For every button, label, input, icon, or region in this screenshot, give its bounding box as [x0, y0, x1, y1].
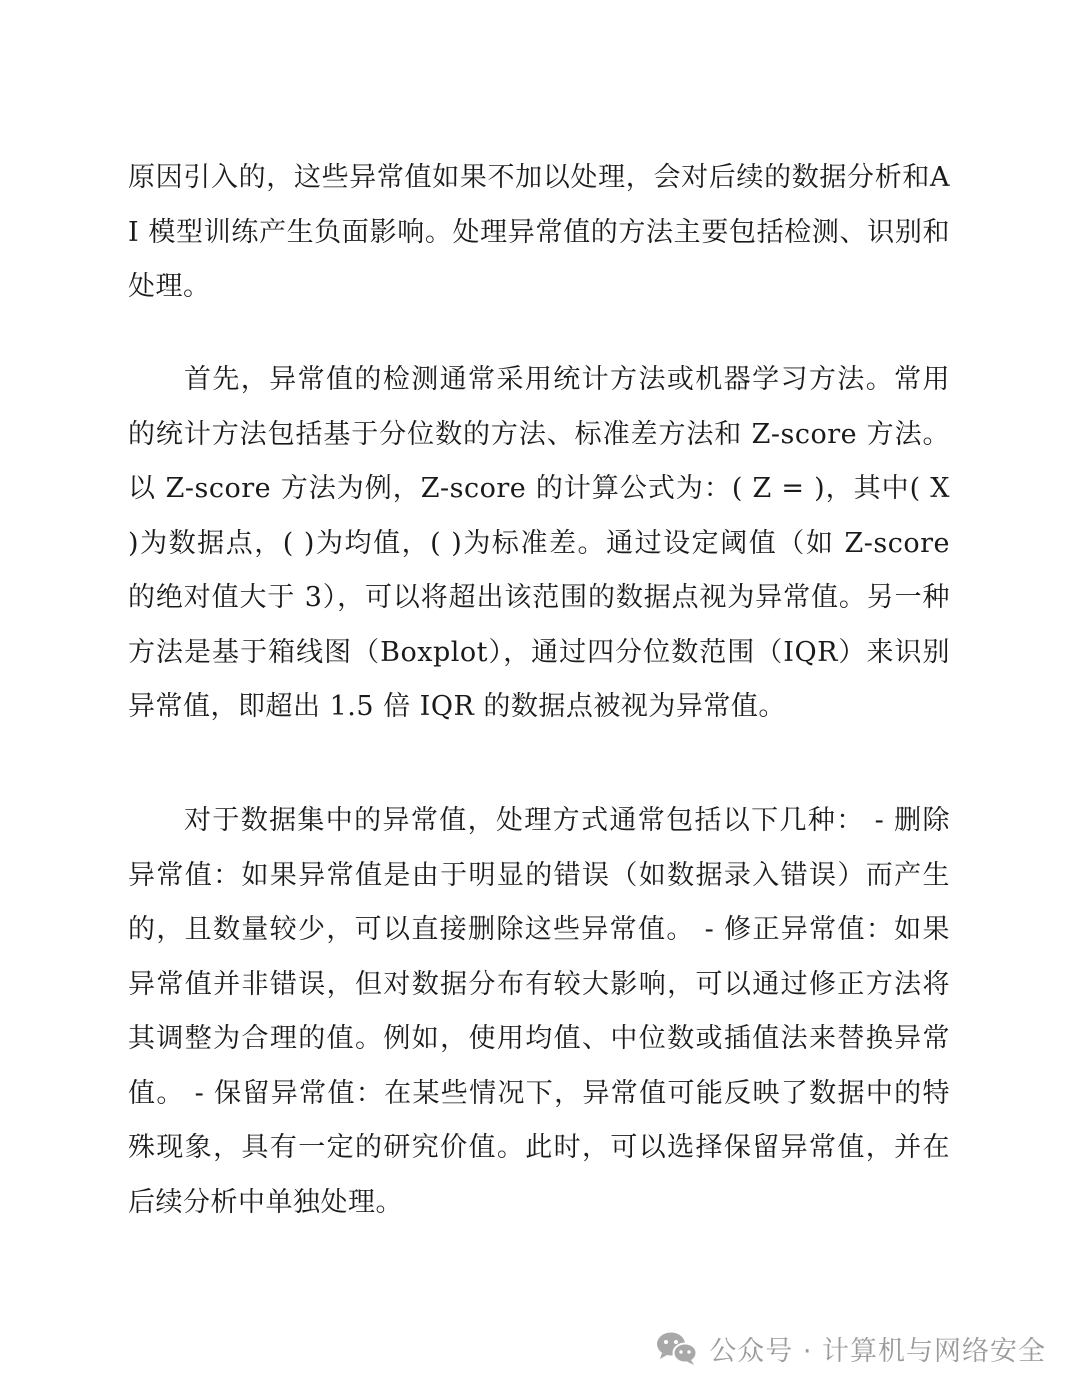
watermark [655, 1328, 1046, 1368]
paragraph-2: 首先，异常值的检测通常采用统计方法或机器学习方法。常用的统计方法包括基于分位数的方法、标准差方法和 Z-score 方法。以 Z-score 方法为例，Z-score 的计算公式为：( Z = )，其中( X )为数据点，( )为均值，( )为标准差。通过设定阈值（如 Z-score 的绝对值大于 3），可以将超出该范围的数据点视为异常值。另一种方法是基于箱线图（Boxplot），通过四分位数范围（IQR）来识别异常值，即超出 1.5 倍 IQR 的数据点被视为异常值。 [128, 364, 950, 722]
paragraph-1: 原因引入的，这些异常值如果不加以处理，会对后续的数据分析和AI 模型训练产生负面影响。处理异常值的方法主要包括检测、识别和处理。 [128, 162, 950, 302]
paragraph-3: 对于数据集中的异常值，处理方式通常包括以下几种： - 删除异常值：如果异常值是由于明显的错误（如数据录入错误）而产生的，且数量较少，可以直接删除这些异常值。 - 修正异常值：如果异常值并非错误，但对数据分布有较大影响，可以通过修正方法将其调整为合理的值。例如，使用均值、中位数或插值法来替换异常值。 - 保留异常值：在某些情况下，异常值可能反映了数据中的特殊现象，具有一定的研究价值。此时，可以选择保留异常值，并在后续分析中单独处理。 [128, 805, 950, 1218]
wechat-icon [655, 1330, 699, 1366]
watermark-text: 公众号 · 计算机与网络安全 [709, 1335, 1046, 1367]
